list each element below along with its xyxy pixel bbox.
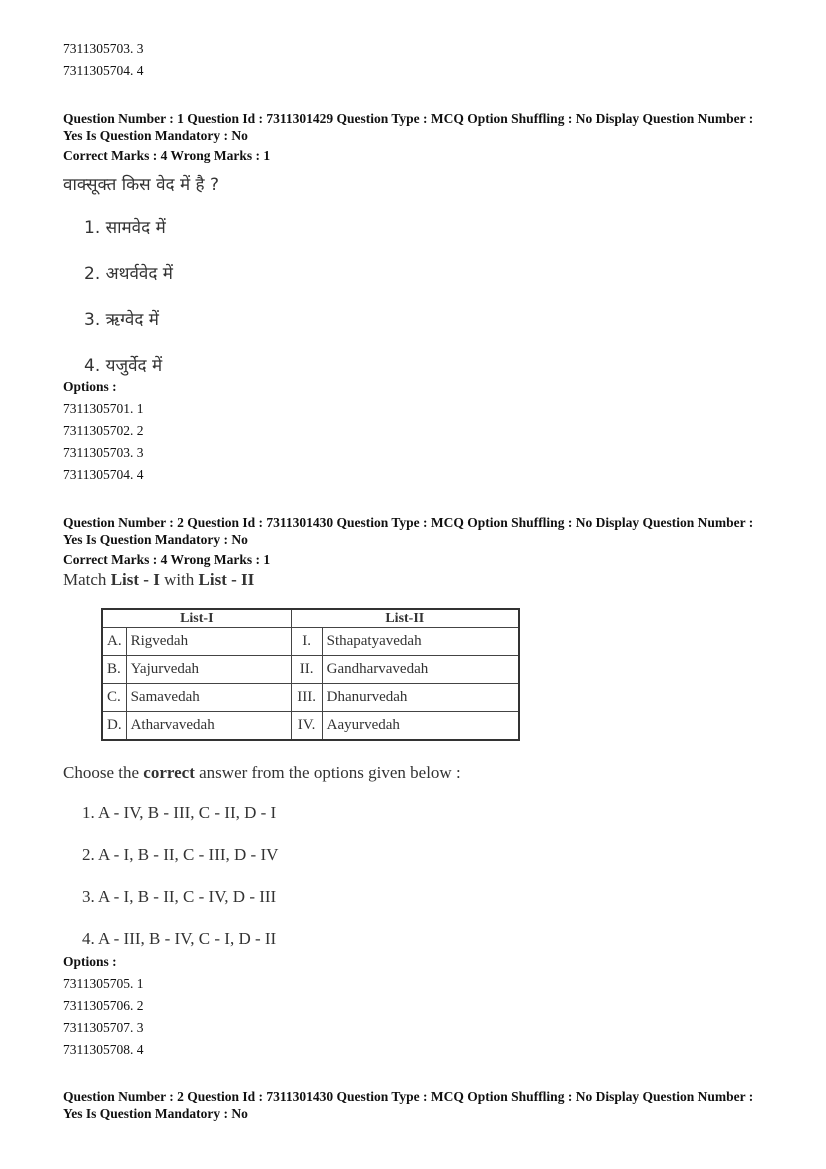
row-key: B.: [102, 656, 126, 684]
list-2-label: List - II: [198, 570, 255, 589]
row-value: Rigvedah: [126, 628, 291, 656]
row-value: Atharvavedah: [126, 712, 291, 741]
row-roman: III.: [291, 684, 322, 712]
question-2-choice-1: 1. A - IV, B - III, C - II, D - I: [82, 803, 277, 822]
match-prefix: Match: [63, 570, 107, 589]
row-key: A.: [102, 628, 126, 656]
row-match: Dhanurvedah: [322, 684, 519, 712]
row-value: Yajurvedah: [126, 656, 291, 684]
choose-post: answer from the options given below :: [199, 763, 461, 782]
match-table: [101, 608, 520, 741]
option-line: 7311305705. 1: [63, 976, 144, 991]
question-2-text: [63, 570, 254, 590]
list-1-label: List - I: [110, 570, 160, 589]
option-line: 7311305701. 1: [63, 401, 144, 416]
row-roman: IV.: [291, 712, 322, 741]
question-2-choice-4: 4. A - III, B - IV, C - I, D - II: [82, 929, 277, 948]
table-header-list-1: List-I: [102, 609, 291, 628]
question-2-choice-2: 2. A - I, B - II, C - III, D - IV: [82, 845, 279, 864]
option-line: 7311305704. 4: [63, 467, 144, 482]
table-row: [102, 712, 519, 741]
question-2-choice-3: 3. A - I, B - II, C - IV, D - III: [82, 887, 277, 906]
row-match: Gandharvavedah: [322, 656, 519, 684]
table-row: [102, 656, 519, 684]
table-row: [102, 628, 519, 656]
with-word: with: [164, 570, 195, 589]
option-line: 7311305704. 4: [63, 63, 144, 78]
question-2-marks: Correct Marks : 4 Wrong Marks : 1: [63, 552, 271, 567]
table-row: [102, 684, 519, 712]
row-match: Aayurvedah: [322, 712, 519, 741]
question-1-choice-2: 2. अथर्ववेद में: [84, 264, 173, 284]
choose-pre: Choose the: [63, 763, 140, 782]
question-2-meta: Question Number : 2 Question Id : 7311301430 Question Type : MCQ Option Shuffling : No Display Question Number : Yes Is Question Mandatory : No: [63, 515, 754, 547]
question-1-marks: Correct Marks : 4 Wrong Marks : 1: [63, 148, 271, 163]
option-line: 7311305703. 3: [63, 41, 144, 56]
choose-bold: correct: [143, 763, 195, 782]
table-header-list-2: List-II: [291, 609, 519, 628]
choose-instruction: [63, 763, 461, 783]
row-key: D.: [102, 712, 126, 741]
question-1-choice-4: 4. यजुर्वेद में: [84, 356, 163, 376]
row-match: Sthapatyavedah: [322, 628, 519, 656]
option-line: 7311305706. 2: [63, 998, 144, 1013]
question-1-choice-1: 1. सामवेद में: [84, 218, 166, 238]
row-roman: I.: [291, 628, 322, 656]
question-1-meta: Question Number : 1 Question Id : 7311301429 Question Type : MCQ Option Shuffling : No Display Question Number : Yes Is Question Mandatory : No: [63, 111, 754, 143]
question-1-text: वाक्सूक्त किस वेद में है ?: [63, 175, 219, 195]
option-line: 7311305703. 3: [63, 445, 144, 460]
question-1-options-label: Options :: [63, 379, 117, 394]
row-roman: II.: [291, 656, 322, 684]
question-3-meta: Question Number : 2 Question Id : 7311301430 Question Type : MCQ Option Shuffling : No Display Question Number : Yes Is Question Mandatory : No: [63, 1089, 754, 1121]
row-value: Samavedah: [126, 684, 291, 712]
row-key: C.: [102, 684, 126, 712]
question-1-choice-3: 3. ऋग्वेद में: [84, 310, 159, 330]
option-line: 7311305707. 3: [63, 1020, 144, 1035]
option-line: 7311305708. 4: [63, 1042, 144, 1057]
question-2-options-label: Options :: [63, 954, 117, 969]
option-line: 7311305702. 2: [63, 423, 144, 438]
